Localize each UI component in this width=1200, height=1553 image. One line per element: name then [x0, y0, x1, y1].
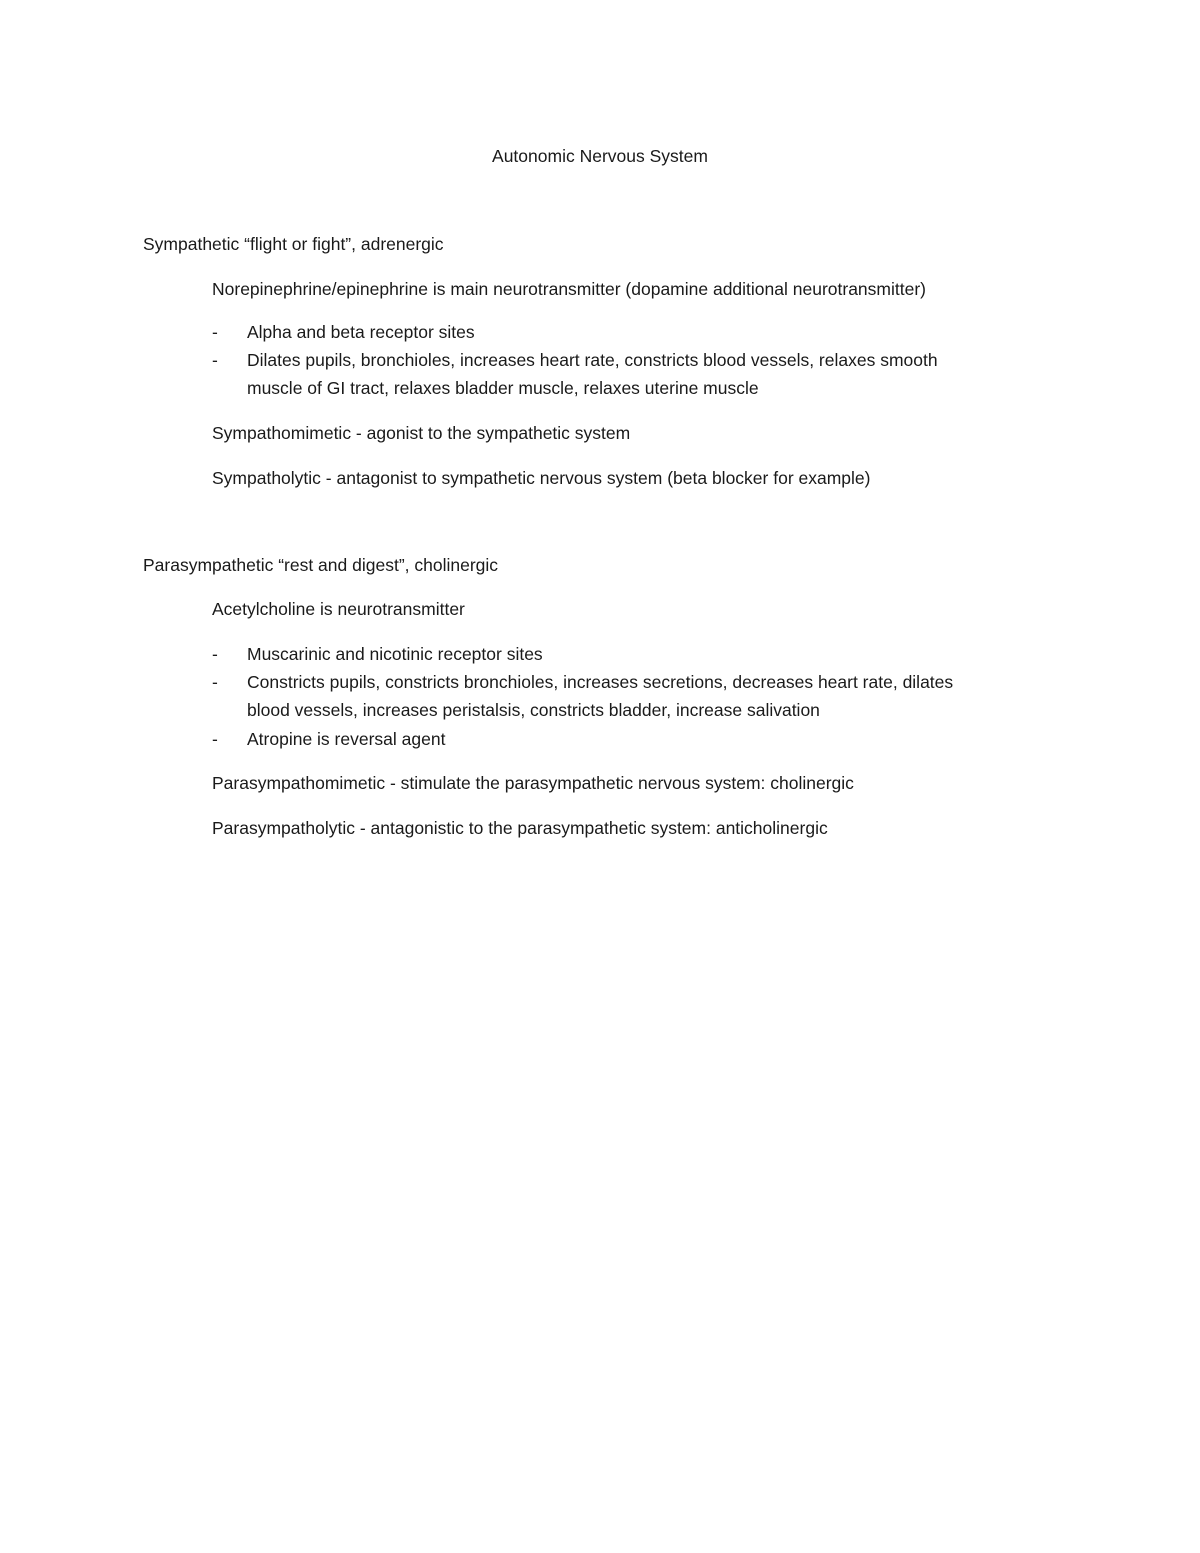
bullet-dash: -	[212, 350, 218, 370]
sympathetic-heading: Sympathetic “flight or fight”, adrenergic	[143, 234, 444, 254]
parasympathetic-neurotransmitter: Acetylcholine is neurotransmitter	[212, 599, 465, 619]
parasympathetic-bullet-receptors: Muscarinic and nicotinic receptor sites	[247, 644, 543, 664]
sympathetic-bullet-receptors: Alpha and beta receptor sites	[247, 322, 475, 342]
sympathomimetic-definition: Sympathomimetic - agonist to the sympathetic system	[212, 423, 631, 443]
parasympathetic-bullet-reversal: Atropine is reversal agent	[247, 729, 446, 749]
bullet-dash: -	[212, 729, 218, 749]
document-title: Autonomic Nervous System	[492, 146, 708, 166]
parasympathetic-bullet-effects-line1: Constricts pupils, constricts bronchioles, increases secretions, decreases heart rate, dilates	[247, 672, 954, 692]
sympathetic-bullet-effects-line2: muscle of GI tract, relaxes bladder muscle, relaxes uterine muscle	[247, 378, 759, 398]
parasympathetic-heading: Parasympathetic “rest and digest”, cholinergic	[143, 555, 499, 575]
parasympatholytic-definition: Parasympatholytic - antagonistic to the parasympathetic system: anticholinergic	[212, 818, 828, 838]
sympathetic-bullet-effects-line1: Dilates pupils, bronchioles, increases heart rate, constricts blood vessels, relaxes smooth	[247, 350, 938, 370]
sympathetic-neurotransmitter: Norepinephrine/epinephrine is main neurotransmitter (dopamine additional neurotransmitter)	[212, 279, 926, 299]
bullet-dash: -	[212, 672, 218, 692]
parasympathomimetic-definition: Parasympathomimetic - stimulate the parasympathetic nervous system: cholinergic	[212, 773, 854, 793]
bullet-dash: -	[212, 644, 218, 664]
sympatholytic-definition: Sympatholytic - antagonist to sympathetic nervous system (beta blocker for example)	[212, 468, 871, 488]
bullet-dash: -	[212, 322, 218, 342]
parasympathetic-bullet-effects-line2: blood vessels, increases peristalsis, constricts bladder, increase salivation	[247, 700, 820, 720]
